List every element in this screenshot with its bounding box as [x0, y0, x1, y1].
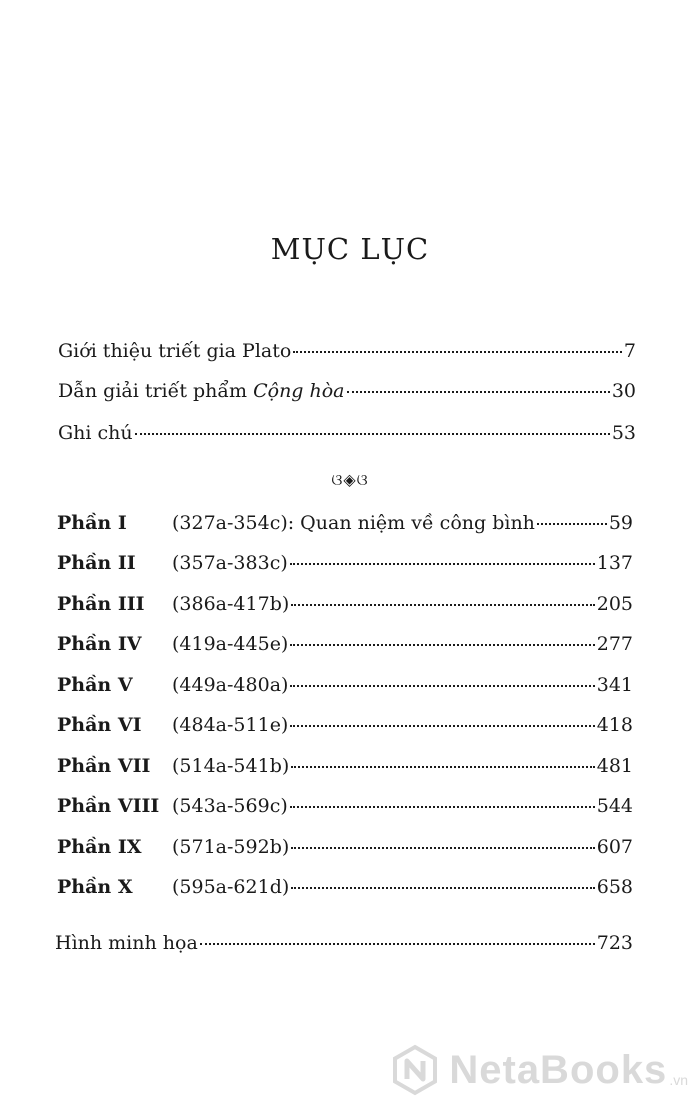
netabooks-logo-icon	[389, 1044, 441, 1096]
part-label: Phần VI	[57, 714, 142, 736]
toc-entry-part	[57, 552, 633, 574]
toc-entry-page: 137	[596, 552, 633, 574]
toc-entry-page: 205	[596, 593, 633, 615]
dot-leader	[290, 806, 595, 808]
dot-leader	[291, 766, 594, 768]
part-label: Phần I	[57, 512, 127, 534]
dot-leader	[537, 523, 607, 525]
toc-entry-part	[57, 593, 633, 615]
part-label: Phần V	[57, 674, 133, 696]
page-title: MỤC LỤC	[270, 232, 430, 267]
part-range: (386a-417b)	[172, 593, 290, 615]
part-range: (327a-354c): Quan niệm về công bình	[172, 512, 535, 534]
part-label: Phần III	[57, 593, 145, 615]
toc-entry-page: 723	[596, 932, 633, 954]
toc-entry-intro	[58, 340, 636, 362]
toc-entry-label: Dẫn giải triết phẩm Cộng hòa	[58, 380, 345, 402]
dot-leader	[293, 351, 622, 353]
part-range: (357a-383c)	[172, 552, 288, 574]
watermark-brand: NetaBooks	[449, 1047, 668, 1092]
dot-leader	[200, 943, 595, 945]
toc-entry-part	[57, 714, 633, 736]
book-title-italic: Cộng hòa	[253, 380, 345, 402]
toc-entry-page: 59	[608, 512, 633, 534]
toc-entry-notes	[58, 422, 636, 444]
part-label: Phần X	[57, 876, 133, 898]
toc-entry-page: 658	[596, 876, 633, 898]
dot-leader	[290, 725, 594, 727]
toc-entry-part	[57, 755, 633, 777]
toc-entry-page: 30	[611, 380, 636, 402]
dot-leader	[135, 433, 610, 435]
part-label: Phần VII	[57, 755, 151, 777]
toc-entry-label: Giới thiệu triết gia Plato	[58, 340, 292, 362]
part-label: Phần IX	[57, 836, 142, 858]
watermark-suffix: .vn	[669, 1072, 688, 1088]
toc-entry-page: 7	[623, 340, 636, 362]
toc-entry-part	[57, 876, 633, 898]
part-range: (449a-480a)	[172, 674, 289, 696]
dot-leader	[290, 685, 594, 687]
toc-entry-part	[57, 633, 633, 655]
toc-entry-page: 341	[596, 674, 633, 696]
dot-leader	[347, 391, 610, 393]
toc-entry-page: 53	[611, 422, 636, 444]
toc-entry-page: 544	[596, 795, 633, 817]
part-range: (419a-445e)	[172, 633, 289, 655]
watermark	[389, 1044, 688, 1096]
ornament-divider: ଓ◈ଓ	[331, 470, 369, 489]
toc-entry-part	[57, 674, 633, 696]
dot-leader	[291, 847, 594, 849]
toc-entry-label: Ghi chú	[58, 422, 133, 444]
toc-entry-label: Hình minh họa	[55, 932, 198, 954]
toc-entry-page: 277	[596, 633, 633, 655]
toc-entry-part	[57, 512, 633, 534]
toc-entry-part	[57, 795, 633, 817]
part-range: (484a-511e)	[172, 714, 289, 736]
dot-leader	[290, 644, 594, 646]
part-label: Phần IV	[57, 633, 142, 655]
toc-entry-commentary	[58, 380, 636, 402]
part-range: (595a-621d)	[172, 876, 290, 898]
part-label: Phần II	[57, 552, 136, 574]
toc-entry-part	[57, 836, 633, 858]
part-range: (543a-569c)	[172, 795, 288, 817]
part-range: (571a-592b)	[172, 836, 290, 858]
dot-leader	[291, 604, 594, 606]
dot-leader	[290, 563, 595, 565]
dot-leader	[291, 887, 594, 889]
toc-entry-illustrations	[55, 932, 633, 954]
part-range: (514a-541b)	[172, 755, 290, 777]
toc-entry-page: 481	[596, 755, 633, 777]
toc-entry-page: 418	[596, 714, 633, 736]
toc-entry-page: 607	[596, 836, 633, 858]
part-label: Phần VIII	[57, 795, 160, 817]
